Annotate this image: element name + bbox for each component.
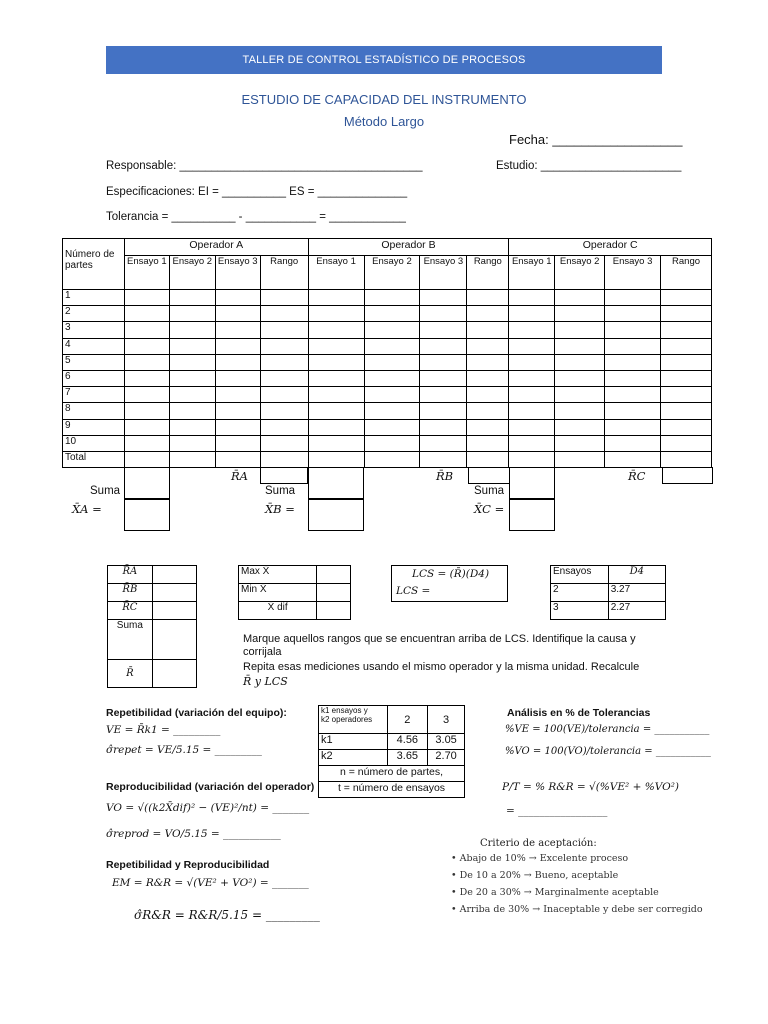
measurement-cell[interactable] bbox=[124, 338, 169, 354]
measurement-cell[interactable] bbox=[308, 322, 364, 338]
suma-label-c: Suma bbox=[474, 485, 505, 497]
measurement-cell[interactable] bbox=[308, 338, 364, 354]
measurement-cell[interactable] bbox=[364, 290, 420, 306]
measurement-cell[interactable] bbox=[509, 290, 555, 306]
pct-ve-formula: %VE = 100(VE)/tolerancia = ___________ bbox=[505, 724, 710, 735]
measurement-cell[interactable] bbox=[169, 354, 215, 370]
measurement-cell[interactable] bbox=[308, 370, 364, 386]
row-number: 7 bbox=[63, 387, 125, 403]
lcs-formula: LCS = (R̄)(D4) bbox=[412, 568, 490, 580]
operator-b-header: Operador B bbox=[308, 239, 509, 256]
d4-table bbox=[550, 565, 666, 620]
measurement-cell[interactable] bbox=[260, 370, 308, 386]
k2-value-3: 2.70 bbox=[428, 750, 465, 766]
xa-box[interactable] bbox=[124, 499, 170, 531]
criterio-item: • De 20 a 30% → Marginalmente aceptable bbox=[451, 887, 659, 898]
measurement-cell[interactable] bbox=[467, 387, 509, 403]
k2-value-2: 3.65 bbox=[387, 750, 428, 766]
suma-label-b: Suma bbox=[265, 485, 296, 497]
k-header-line2: k2 operadores bbox=[321, 715, 373, 724]
measurement-cell[interactable] bbox=[509, 419, 555, 435]
measurement-cell[interactable] bbox=[661, 403, 712, 419]
measurement-cell[interactable] bbox=[420, 403, 467, 419]
row-number: 1 bbox=[63, 290, 125, 306]
measurement-cell[interactable] bbox=[509, 322, 555, 338]
measurement-cell[interactable] bbox=[260, 451, 308, 467]
xbar-dif-label: X̄ dif bbox=[239, 602, 317, 620]
measurement-cell[interactable] bbox=[124, 370, 169, 386]
row-number: 2 bbox=[63, 306, 125, 322]
measurement-cell[interactable] bbox=[124, 451, 169, 467]
measurement-cell[interactable] bbox=[260, 387, 308, 403]
ra-box[interactable] bbox=[260, 467, 308, 484]
row-number: 8 bbox=[63, 403, 125, 419]
table-row bbox=[63, 419, 712, 435]
measurement-cell[interactable] bbox=[555, 306, 605, 322]
rc-label: R̄C bbox=[628, 469, 646, 483]
suma-box-a[interactable] bbox=[124, 467, 170, 499]
measurement-cell[interactable] bbox=[260, 419, 308, 435]
measurement-cell[interactable] bbox=[467, 435, 509, 451]
measurement-cell[interactable] bbox=[169, 290, 215, 306]
subheader-cell: Ensayo 3 bbox=[420, 256, 467, 290]
especificaciones-field[interactable]: Especificaciones: EI = __________ ES = ______________ bbox=[106, 186, 408, 198]
d4-header-ensayos: Ensayos bbox=[551, 566, 609, 584]
summary-value-cell[interactable] bbox=[152, 584, 196, 602]
table-row bbox=[63, 354, 712, 370]
measurement-cell[interactable] bbox=[555, 290, 605, 306]
pt-result: = _________________ bbox=[506, 805, 608, 817]
summary-value-cell[interactable] bbox=[152, 566, 196, 584]
row-number: 5 bbox=[63, 354, 125, 370]
measurement-cell[interactable] bbox=[509, 387, 555, 403]
measurement-cell[interactable] bbox=[124, 290, 169, 306]
measurement-cell[interactable] bbox=[364, 387, 420, 403]
subheader-cell: Ensayo 1 bbox=[124, 256, 169, 290]
measurement-cell[interactable] bbox=[555, 370, 605, 386]
vo-formula: VO = √((k2X̄dif)² − (VE)²/nt) = _______ bbox=[106, 802, 310, 814]
measurement-cell[interactable] bbox=[467, 306, 509, 322]
measurement-cell[interactable] bbox=[364, 435, 420, 451]
measurement-cell[interactable] bbox=[555, 451, 605, 467]
xa-label: X̄A = bbox=[72, 502, 102, 516]
rc-box[interactable] bbox=[662, 467, 713, 484]
measurement-cell[interactable] bbox=[661, 435, 712, 451]
measurement-cell[interactable] bbox=[260, 435, 308, 451]
measurement-cell[interactable] bbox=[467, 419, 509, 435]
measurement-cell[interactable] bbox=[420, 322, 467, 338]
measurement-cell[interactable] bbox=[124, 419, 169, 435]
measurement-cell[interactable] bbox=[169, 306, 215, 322]
table-row bbox=[63, 451, 712, 467]
rb-label: R̄B bbox=[436, 469, 454, 483]
d4-cell: 2 bbox=[551, 584, 609, 602]
xbar-value-cell[interactable] bbox=[317, 566, 351, 584]
measurement-cell[interactable] bbox=[420, 435, 467, 451]
measurement-cell[interactable] bbox=[308, 403, 364, 419]
measurement-cell[interactable] bbox=[661, 290, 712, 306]
measurement-cell[interactable] bbox=[308, 387, 364, 403]
measurement-cell[interactable] bbox=[124, 387, 169, 403]
subheader-cell: Ensayo 2 bbox=[169, 256, 215, 290]
measurement-cell[interactable] bbox=[661, 370, 712, 386]
measurement-cell[interactable] bbox=[605, 322, 661, 338]
rb-box[interactable] bbox=[468, 467, 510, 484]
measurement-cell[interactable] bbox=[260, 338, 308, 354]
measurement-cell[interactable] bbox=[308, 435, 364, 451]
measurement-cell[interactable] bbox=[509, 435, 555, 451]
measurement-cell[interactable] bbox=[215, 370, 260, 386]
xbar-value-cell[interactable] bbox=[317, 584, 351, 602]
em-formula: EM = R&R = √(VE² + VO²) = _______ bbox=[112, 877, 309, 889]
analisis-title: Análisis en % de Tolerancias bbox=[507, 707, 651, 719]
lcs-equation: LCS = bbox=[396, 585, 431, 597]
measurement-cell[interactable] bbox=[124, 322, 169, 338]
table-row bbox=[63, 290, 712, 306]
banner-title: TALLER DE CONTROL ESTADÍSTICO DE PROCESOS bbox=[106, 46, 662, 74]
measurement-cell[interactable] bbox=[260, 403, 308, 419]
measurement-cell[interactable] bbox=[661, 322, 712, 338]
ve-formula: VE = R̄k1 = _________ bbox=[106, 724, 221, 736]
page-title: ESTUDIO DE CAPACIDAD DEL INSTRUMENTO bbox=[241, 92, 527, 107]
measurement-cell[interactable] bbox=[169, 419, 215, 435]
measurement-cell[interactable] bbox=[467, 354, 509, 370]
suma-box-c[interactable] bbox=[509, 467, 555, 499]
k1-value-3: 3.05 bbox=[428, 734, 465, 750]
measurement-cell[interactable] bbox=[364, 338, 420, 354]
measurement-cell[interactable] bbox=[661, 338, 712, 354]
xbar-min-label: Min X̄ bbox=[239, 584, 317, 602]
table-row bbox=[63, 435, 712, 451]
measurement-cell[interactable] bbox=[555, 419, 605, 435]
measurement-cell[interactable] bbox=[308, 451, 364, 467]
measurement-cell[interactable] bbox=[605, 435, 661, 451]
measurement-cell[interactable] bbox=[124, 306, 169, 322]
measurement-cell[interactable] bbox=[364, 451, 420, 467]
subheader-cell: Rango bbox=[661, 256, 712, 290]
criterio-item: • Arriba de 30% → Inaceptable y debe ser corregido bbox=[451, 904, 703, 915]
row-number: Total bbox=[63, 451, 125, 467]
row-number: 4 bbox=[63, 338, 125, 354]
k1-label: k1 bbox=[319, 734, 388, 750]
summary-rbar: R̄ bbox=[108, 660, 153, 688]
measurement-cell[interactable] bbox=[467, 403, 509, 419]
xb-label: X̄B = bbox=[265, 502, 295, 516]
d4-cell: 3 bbox=[551, 602, 609, 620]
subheader-cell: Ensayo 1 bbox=[308, 256, 364, 290]
measurement-cell[interactable] bbox=[661, 419, 712, 435]
measurement-cell[interactable] bbox=[308, 419, 364, 435]
measurement-cell[interactable] bbox=[605, 306, 661, 322]
measurement-cell[interactable] bbox=[308, 290, 364, 306]
measurement-cell[interactable] bbox=[364, 322, 420, 338]
summary-ra: R̄A bbox=[108, 566, 153, 584]
xb-box[interactable] bbox=[308, 499, 364, 531]
measurement-cell[interactable] bbox=[420, 451, 467, 467]
summary-value-cell[interactable] bbox=[152, 660, 196, 688]
table-row bbox=[63, 338, 712, 354]
measurement-cell[interactable] bbox=[308, 354, 364, 370]
measurement-cell[interactable] bbox=[605, 290, 661, 306]
k-col-3: 3 bbox=[428, 706, 465, 734]
row-number: 10 bbox=[63, 435, 125, 451]
repetibilidad-title: Repetibilidad (variación del equipo): bbox=[106, 707, 287, 719]
responsable-field[interactable]: Responsable: ______________________________________ bbox=[106, 160, 423, 172]
measurement-table bbox=[62, 238, 712, 468]
subheader-cell: Ensayo 1 bbox=[509, 256, 555, 290]
suma-box-b[interactable] bbox=[308, 467, 364, 499]
ra-label: R̄A bbox=[231, 469, 248, 483]
pct-vo-formula: %VO = 100(VO)/tolerancia = ___________ bbox=[505, 746, 711, 757]
measurement-cell[interactable] bbox=[169, 387, 215, 403]
pt-formula: P/T = % R&R = √(%VE² + %VO²) bbox=[502, 781, 680, 793]
measurement-cell[interactable] bbox=[364, 419, 420, 435]
measurement-cell[interactable] bbox=[169, 435, 215, 451]
measurement-cell[interactable] bbox=[124, 403, 169, 419]
summary-rc: R̄C bbox=[108, 602, 153, 620]
measurement-cell[interactable] bbox=[215, 338, 260, 354]
measurement-cell[interactable] bbox=[364, 403, 420, 419]
operator-c-header: Operador C bbox=[509, 239, 712, 256]
estudio-field[interactable]: Estudio: ______________________ bbox=[496, 160, 682, 172]
measurement-cell[interactable] bbox=[260, 354, 308, 370]
measurement-cell[interactable] bbox=[420, 290, 467, 306]
measurement-cell[interactable] bbox=[124, 435, 169, 451]
measurement-cell[interactable] bbox=[509, 306, 555, 322]
measurement-cell[interactable] bbox=[605, 338, 661, 354]
measurement-cell[interactable] bbox=[260, 306, 308, 322]
measurement-cell[interactable] bbox=[605, 403, 661, 419]
measurement-cell[interactable] bbox=[260, 290, 308, 306]
measurement-cell[interactable] bbox=[169, 403, 215, 419]
measurement-cell[interactable] bbox=[605, 451, 661, 467]
measurement-cell[interactable] bbox=[661, 354, 712, 370]
measurement-cell[interactable] bbox=[605, 387, 661, 403]
fecha-field[interactable]: Fecha: __________________ bbox=[509, 132, 683, 147]
summary-rb: R̄B bbox=[108, 584, 153, 602]
measurement-cell[interactable] bbox=[555, 387, 605, 403]
sigma-reprod-formula: σ̂reprod = VO/5.15 = ___________ bbox=[106, 828, 281, 840]
subheader-cell: Rango bbox=[467, 256, 509, 290]
k2-label: k2 bbox=[319, 750, 388, 766]
d4-cell: 3.27 bbox=[608, 584, 665, 602]
row-number: 6 bbox=[63, 370, 125, 386]
subheader-cell: Ensayo 2 bbox=[364, 256, 420, 290]
table-row bbox=[63, 403, 712, 419]
subheader-cell: Ensayo 3 bbox=[215, 256, 260, 290]
criterio-item: • De 10 a 20% → Bueno, aceptable bbox=[451, 870, 619, 881]
row-number: 3 bbox=[63, 322, 125, 338]
table-row bbox=[63, 387, 712, 403]
xbar-table bbox=[238, 565, 351, 620]
xbar-max-label: Max X̄ bbox=[239, 566, 317, 584]
range-summary-table bbox=[107, 565, 197, 688]
measurement-cell[interactable] bbox=[555, 322, 605, 338]
k-table bbox=[318, 705, 465, 798]
k-col-2: 2 bbox=[387, 706, 428, 734]
measurement-cell[interactable] bbox=[215, 403, 260, 419]
page-subtitle: Método Largo bbox=[343, 114, 425, 129]
subheader-cell: Rango bbox=[260, 256, 308, 290]
measurement-cell[interactable] bbox=[169, 322, 215, 338]
measurement-cell[interactable] bbox=[509, 338, 555, 354]
measurement-cell[interactable] bbox=[215, 419, 260, 435]
measurement-cell[interactable] bbox=[215, 435, 260, 451]
instruction-2: Repita esas mediciones usando el mismo operador y la misma unidad. Recalcule bbox=[243, 661, 640, 673]
measurement-cell[interactable] bbox=[555, 403, 605, 419]
reproducibilidad-title: Reproducibilidad (variación del operador) bbox=[106, 781, 315, 793]
d4-cell: 2.27 bbox=[608, 602, 665, 620]
measurement-cell[interactable] bbox=[555, 338, 605, 354]
summary-suma: Suma bbox=[108, 620, 153, 660]
measurement-cell[interactable] bbox=[169, 338, 215, 354]
measurement-cell[interactable] bbox=[467, 451, 509, 467]
table-row bbox=[63, 322, 712, 338]
sigma-ryr-formula: σ̂R&R = R&R/5.15 = _________ bbox=[134, 908, 320, 922]
ryr-title: Repetibilidad y Reproducibilidad bbox=[106, 859, 270, 871]
measurement-cell[interactable] bbox=[420, 306, 467, 322]
table-row bbox=[63, 306, 712, 322]
measurement-cell[interactable] bbox=[420, 419, 467, 435]
measurement-cell[interactable] bbox=[215, 451, 260, 467]
measurement-cell[interactable] bbox=[509, 370, 555, 386]
measurement-cell[interactable] bbox=[467, 370, 509, 386]
subheader-cell: Ensayo 2 bbox=[555, 256, 605, 290]
measurement-cell[interactable] bbox=[555, 354, 605, 370]
measurement-cell[interactable] bbox=[605, 370, 661, 386]
instruction-3: R̄ y LCS bbox=[243, 675, 288, 688]
measurement-cell[interactable] bbox=[260, 322, 308, 338]
sigma-repet-formula: σ̂repet = VE/5.15 = _________ bbox=[106, 744, 262, 756]
operator-a-header: Operador A bbox=[124, 239, 308, 256]
criterio-item: • Abajo de 10% → Excelente proceso bbox=[451, 853, 629, 864]
measurement-cell[interactable] bbox=[420, 387, 467, 403]
measurement-cell[interactable] bbox=[124, 354, 169, 370]
table-row bbox=[63, 370, 712, 386]
measurement-cell[interactable] bbox=[467, 322, 509, 338]
k-header-line1: k1 ensayos y bbox=[321, 706, 368, 715]
measurement-cell[interactable] bbox=[420, 370, 467, 386]
measurement-cell[interactable] bbox=[215, 290, 260, 306]
xc-box[interactable] bbox=[509, 499, 555, 531]
measurement-cell[interactable] bbox=[661, 306, 712, 322]
summary-value-cell[interactable] bbox=[152, 620, 196, 660]
xbar-value-cell[interactable] bbox=[317, 602, 351, 620]
measurement-cell[interactable] bbox=[555, 435, 605, 451]
measurement-cell[interactable] bbox=[605, 354, 661, 370]
measurement-cell[interactable] bbox=[420, 354, 467, 370]
d4-header-d4: D4 bbox=[608, 566, 665, 584]
measurement-cell[interactable] bbox=[215, 322, 260, 338]
t-note: t = número de ensayos bbox=[319, 782, 465, 798]
measurement-cell[interactable] bbox=[509, 403, 555, 419]
measurement-cell[interactable] bbox=[467, 338, 509, 354]
measurement-cell[interactable] bbox=[215, 306, 260, 322]
n-note: n = número de partes, bbox=[319, 766, 465, 782]
measurement-cell[interactable] bbox=[509, 451, 555, 467]
measurement-cell[interactable] bbox=[661, 387, 712, 403]
k1-value-2: 4.56 bbox=[387, 734, 428, 750]
measurement-cell[interactable] bbox=[605, 419, 661, 435]
table-corner-label: Número de partes bbox=[63, 239, 125, 290]
measurement-cell[interactable] bbox=[364, 370, 420, 386]
row-number: 9 bbox=[63, 419, 125, 435]
xc-label: X̄C = bbox=[474, 502, 505, 516]
tolerancia-field[interactable]: Tolerancia = __________ - ___________ = ____________ bbox=[106, 211, 406, 223]
measurement-cell[interactable] bbox=[169, 451, 215, 467]
measurement-cell[interactable] bbox=[661, 451, 712, 467]
measurement-cell[interactable] bbox=[364, 306, 420, 322]
summary-value-cell[interactable] bbox=[152, 602, 196, 620]
measurement-cell[interactable] bbox=[215, 387, 260, 403]
measurement-cell[interactable] bbox=[169, 370, 215, 386]
instruction-1: Marque aquellos rangos que se encuentran arriba de LCS. Identifique la causa y corrijala bbox=[243, 633, 636, 658]
measurement-cell[interactable] bbox=[467, 290, 509, 306]
suma-label-a: Suma bbox=[90, 485, 121, 497]
measurement-cell[interactable] bbox=[364, 354, 420, 370]
criterio-title: Criterio de aceptación: bbox=[480, 838, 597, 849]
measurement-cell[interactable] bbox=[509, 354, 555, 370]
measurement-cell[interactable] bbox=[308, 306, 364, 322]
measurement-cell[interactable] bbox=[420, 338, 467, 354]
subheader-cell: Ensayo 3 bbox=[605, 256, 661, 290]
measurement-cell[interactable] bbox=[215, 354, 260, 370]
